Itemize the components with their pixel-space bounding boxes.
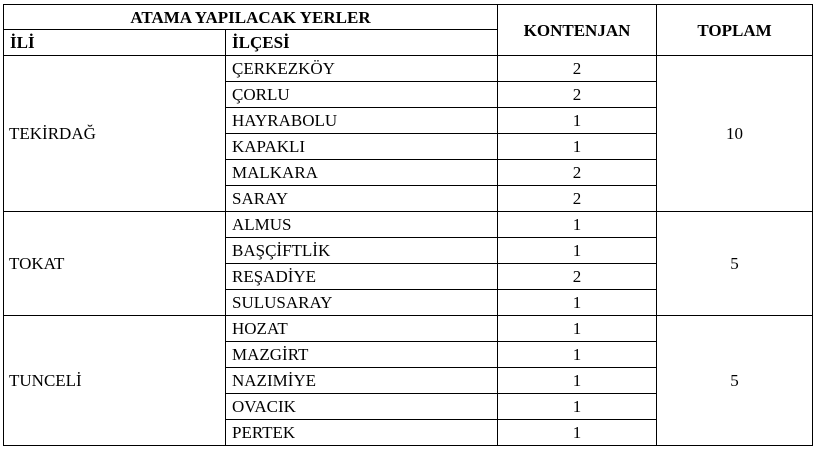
table-row xyxy=(4,316,813,342)
quota-cell: 2 xyxy=(498,160,657,186)
quota-table xyxy=(3,4,813,446)
district-cell: ÇORLU xyxy=(226,82,498,108)
province-cell: TUNCELİ xyxy=(4,316,226,446)
quota-cell: 1 xyxy=(498,316,657,342)
district-cell: OVACIK xyxy=(226,394,498,420)
header-il: İLİ xyxy=(4,30,226,56)
quota-cell: 2 xyxy=(498,264,657,290)
province-cell: TEKİRDAĞ xyxy=(4,56,226,212)
district-cell: ÇERKEZKÖY xyxy=(226,56,498,82)
header-group-title: ATAMA YAPILACAK YERLER xyxy=(4,5,498,30)
quota-cell: 1 xyxy=(498,420,657,446)
district-cell: HOZAT xyxy=(226,316,498,342)
district-cell: HAYRABOLU xyxy=(226,108,498,134)
district-cell: NAZIMİYE xyxy=(226,368,498,394)
district-cell: ALMUS xyxy=(226,212,498,238)
quota-cell: 1 xyxy=(498,108,657,134)
quota-cell: 1 xyxy=(498,394,657,420)
header-ilce: İLÇESİ xyxy=(226,30,498,56)
quota-cell: 2 xyxy=(498,186,657,212)
total-cell: 5 xyxy=(657,212,813,316)
district-cell: SARAY xyxy=(226,186,498,212)
quota-cell: 1 xyxy=(498,290,657,316)
quota-cell: 1 xyxy=(498,368,657,394)
quota-cell: 1 xyxy=(498,342,657,368)
total-cell: 5 xyxy=(657,316,813,446)
district-cell: MALKARA xyxy=(226,160,498,186)
header-toplam: TOPLAM xyxy=(657,5,813,56)
table-row xyxy=(4,212,813,238)
district-cell: REŞADİYE xyxy=(226,264,498,290)
quota-table-container xyxy=(3,4,813,446)
district-cell: PERTEK xyxy=(226,420,498,446)
province-cell: TOKAT xyxy=(4,212,226,316)
quota-cell: 1 xyxy=(498,238,657,264)
quota-cell: 2 xyxy=(498,56,657,82)
header-kontenjan: KONTENJAN xyxy=(498,5,657,56)
district-cell: BAŞÇİFTLİK xyxy=(226,238,498,264)
district-cell: MAZGİRT xyxy=(226,342,498,368)
quota-cell: 1 xyxy=(498,212,657,238)
quota-cell: 1 xyxy=(498,134,657,160)
district-cell: SULUSARAY xyxy=(226,290,498,316)
quota-cell: 2 xyxy=(498,82,657,108)
total-cell: 10 xyxy=(657,56,813,212)
table-body xyxy=(4,56,813,446)
table-row xyxy=(4,56,813,82)
district-cell: KAPAKLI xyxy=(226,134,498,160)
